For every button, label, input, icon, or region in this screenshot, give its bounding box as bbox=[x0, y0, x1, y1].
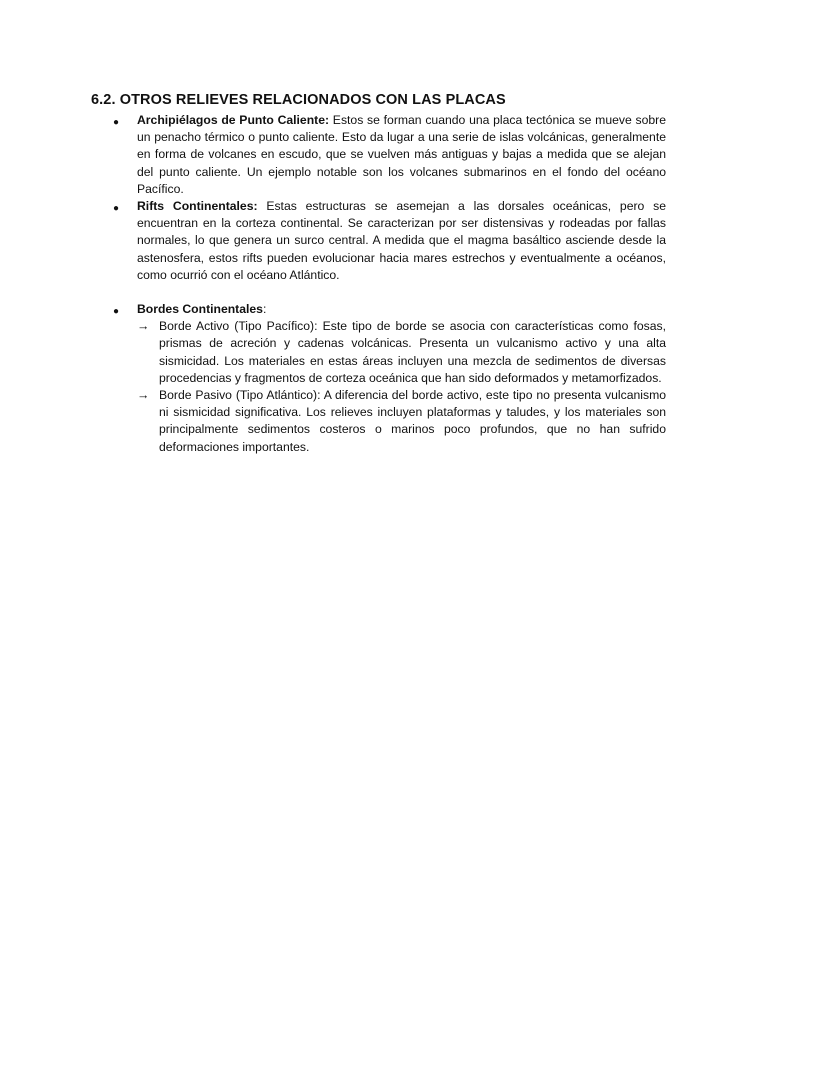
sub-item-active-margin bbox=[113, 318, 666, 387]
sub-list bbox=[113, 318, 666, 456]
sub-item-passive-margin bbox=[113, 387, 666, 456]
bullet-text: Estas estructuras se asemejan a las dorsales oceánicas, pero se encuentran en la corteza continental. Se caracterizan por ser distensivas y rodeadas por fallas normales, lo que genera un surco central. A medida que el magma basáltico asciende desde la astenosfera, estos rifts pueden evolucionar hacia mares estrechos y eventualmente a océanos, como ocurrió con el océano Atlántico. bbox=[137, 199, 667, 282]
bullet-icon bbox=[113, 112, 125, 131]
bullet-term: Bordes Continentales bbox=[137, 302, 263, 317]
bullet-item-continental-rifts bbox=[113, 198, 666, 284]
arrow-right-icon: → bbox=[137, 319, 150, 334]
bullet-item-hotspot-archipelagos bbox=[113, 112, 666, 198]
section-heading: 6.2. OTROS RELIEVES RELACIONADOS CON LAS PLACAS bbox=[91, 92, 506, 108]
bullet-text: : bbox=[262, 302, 267, 317]
sub-item-text: Borde Pasivo (Tipo Atlántico): A diferencia del borde activo, este tipo no presenta vulcanismo ni sismicidad significativa. Los relieves incluyen plataformas y taludes, y los materiales son principalmente sedimentos costeros o marinos poco profundos, que no han sufrido deformaciones importantes. bbox=[159, 388, 666, 454]
sub-item-text: Borde Activo (Tipo Pacífico): Este tipo de borde se asocia con características como fosas, prismas de acreción y cadenas volcánicas. Presenta un vulcanismo activo y una alta sismicidad. Los materiales en estas áreas incluyen una mezcla de sedimentos de diversas procedencias y fragmentos de corteza oceánica que han sido deformados y metamorfizados. bbox=[159, 319, 666, 385]
bullet-item-continental-margins bbox=[113, 301, 666, 318]
section-content bbox=[113, 112, 666, 456]
bullet-text: Estos se forman cuando una placa tectónica se mueve sobre un penacho térmico o punto caliente. Esto da lugar a una serie de islas volcánicas, generalmente en forma de volcanes en escudo, que se vuelven más antiguas y bajas a medida que se alejan del punto caliente. Un ejemplo notable son los volcanes submarinos en el fondo del océano Pacífico. bbox=[137, 113, 666, 196]
bullet-term: Archipiélagos de Punto Caliente: bbox=[137, 113, 330, 127]
arrow-right-icon: → bbox=[137, 388, 150, 403]
bullet-term: Rifts Continentales: bbox=[137, 199, 258, 214]
bullet-icon bbox=[113, 198, 125, 217]
paragraph-spacer bbox=[113, 284, 666, 301]
